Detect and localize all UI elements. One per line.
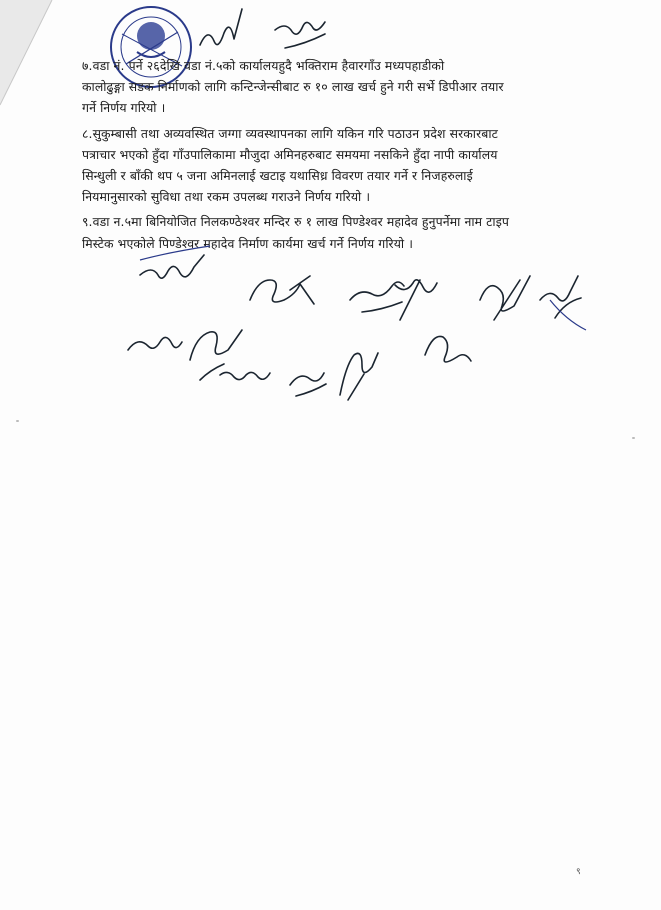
signature-icon <box>140 255 204 278</box>
text-line: ८.सुकुम्बासी तथा अव्यवस्थित जग्गा व्यवस्थापनका लागि यकिन गरि पठाउन प्रदेश सरकारबाट <box>82 125 498 141</box>
decision-paragraph-9 <box>82 211 592 253</box>
signature-icon <box>290 373 326 396</box>
scan-speck <box>632 437 635 439</box>
text-line: मिस्टेक भएकोले पिण्डेश्वर महादेव निर्माण कार्यमा खर्च गर्ने निर्णय गरियो । <box>82 235 414 251</box>
page-number: ९ <box>576 867 581 877</box>
scan-speck <box>16 420 19 422</box>
signature-icon <box>250 276 314 304</box>
text-line: गर्ने निर्णय गरियो । <box>82 100 166 116</box>
signature-icon <box>275 22 325 48</box>
signature-icon <box>190 330 242 380</box>
text-line: नियमानुसारको सुविधा तथा रकम उपलब्ध गराउने निर्णय गरियो । <box>82 189 371 205</box>
minutes-body <box>82 55 592 254</box>
text-line: ७.वडा नं. पर्ने २६देखि वडा नं.५को कार्यालयहुदै भक्तिराम हैवारगाँउ मध्यपहाडीको <box>82 58 445 73</box>
decision-paragraph-8 <box>82 123 592 208</box>
signature-icon <box>480 276 530 320</box>
signature-icon <box>540 276 581 318</box>
text-line: पत्राचार भएको हुँदा गाँउपालिकामा मौजुदा अमिनहरुबाट समयमा नसकिने हुँदा नापी कार्यालय <box>82 146 498 162</box>
signature-icon <box>425 336 471 362</box>
page-corner-fold-icon <box>0 0 60 110</box>
signature-icon <box>350 282 404 312</box>
decision-paragraph-7 <box>82 55 592 119</box>
text-line: सिन्धुली र बाँकी थप ५ जना अमिनलाई खटाइ यथासिध्र विवरण तयार गर्ने र निजहरुलाई <box>82 168 473 184</box>
signature-icon <box>340 353 378 400</box>
signature-icon <box>128 337 182 350</box>
signature-icon <box>200 9 242 45</box>
text-line: ९.वडा न.५मा बिनियोजित निलकण्ठेश्वर मन्दिर रु १ लाख पिण्डेश्वर महादेव हुनुपर्नेमा नाम टाइप <box>82 214 510 230</box>
signature-icon <box>220 372 270 379</box>
text-line: कालोढुङ्गा सडक निर्माणको लागि कन्टिन्जेन्सीबाट रु १० लाख खर्च हुने गरी सर्भे डिपीआर तयार <box>82 79 504 95</box>
signature-icon <box>395 280 437 320</box>
